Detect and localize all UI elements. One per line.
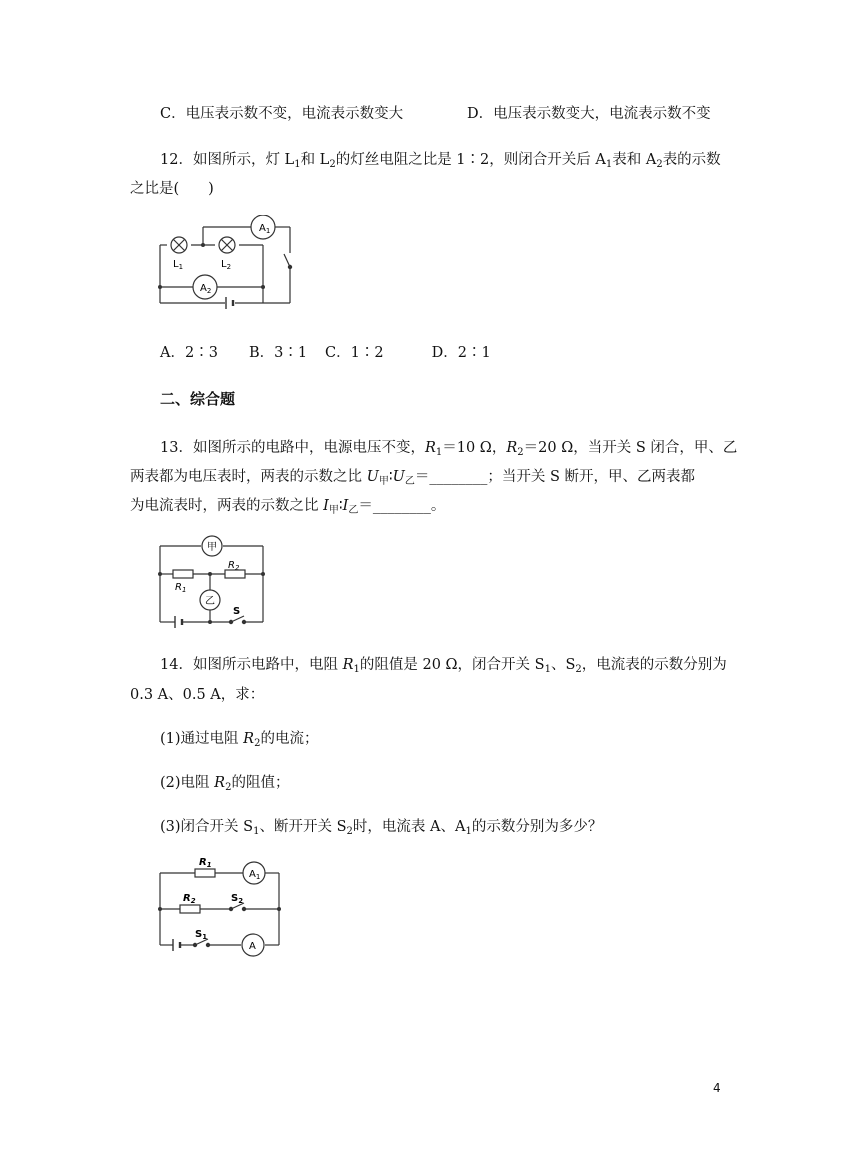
battery-icon (175, 616, 182, 628)
svg-text:R2: $R_2$ (183, 893, 196, 905)
page-number: 4 (713, 1081, 721, 1095)
switch-icon (284, 254, 292, 269)
svg-text:A: A (249, 941, 256, 952)
svg-text:R1: $R_1$ (175, 582, 187, 594)
svg-text:乙: 乙 (205, 596, 215, 607)
q14-part2: (2)电阻 $R_2$的阻值； (160, 775, 290, 793)
q13-stem-line3: 为电流表时，两表的示数之比 $I_甲∶I_乙=\_\_\_\_\_\_\_\_$。 (130, 498, 446, 516)
resistor-r1-icon (195, 857, 215, 877)
q13-stem-line2: 两表都为电压表时，两表的示数之比 $U_甲∶U_乙=\_\_\_\_\_\_\_\_$；当开关 S 断开，甲、乙两表都 (130, 469, 696, 487)
ammeter-a2-icon (193, 275, 217, 299)
q14-part3: (3)闭合开关 $S_1$、断开开关 $S_2$时，电流表 A、$A_1$的示数分别为多少？ (160, 819, 603, 837)
ammeter-a1-icon (251, 215, 275, 239)
svg-text:S1: $S_1$ (195, 929, 208, 941)
q12-circuit-diagram (155, 215, 300, 320)
q14-circuit-diagram (155, 853, 285, 958)
svg-text:L2: $L_2$ (221, 259, 232, 271)
svg-text:S: S (233, 606, 241, 617)
section-heading: 二、综合题 (160, 390, 236, 408)
lamp-l2-icon (219, 237, 235, 253)
lamp-l1-icon (171, 237, 187, 253)
resistor-r2-icon (225, 560, 245, 578)
q14-part1: (1)通过电阻 $R_2$的电流； (160, 731, 319, 749)
svg-text:A1: $A_1$ (249, 869, 261, 881)
q12-stem-line1: 12．如图所示，灯 $L_1$和 $L_2$的灯丝电阻之比是 1∶2，则闭合开关后 $A_1$表和 $A_2$表的示数 (160, 152, 721, 170)
switch-s-icon (229, 616, 245, 624)
a1-label: A (259, 223, 266, 234)
svg-text:甲: 甲 (207, 542, 217, 553)
svg-text:L1: $L_1$ (173, 259, 184, 271)
battery-icon (226, 297, 233, 309)
q11-option-d: D．电压表示数变大，电流表示数不变 (467, 106, 711, 122)
ammeter-a1-icon (243, 862, 265, 884)
q11-option-c: C．电压表示数不变，电流表示数变大 (160, 106, 404, 122)
q13-stem-line1: 13．如图所示的电路中，电源电压不变，$R_1=10$ Ω，$R_2=20$ Ω，当开关 S 闭合，甲、乙 (160, 440, 738, 458)
q13-circuit-diagram (155, 534, 270, 630)
q12-stem-line2: 之比是( ) (130, 181, 214, 197)
q14-stem-line1: 14．如图所示电路中，电阻 $R_1$的阻值是 20 Ω，闭合开关 $S_1$、$S_2$，电流表的示数分别为 (160, 657, 727, 675)
svg-text:A1: $A_1$ (259, 223, 271, 235)
ammeter-a-icon (242, 934, 264, 956)
battery-icon (173, 939, 180, 951)
q12-options: A．2∶3 B．3∶1 C．1∶2 D．2∶1 (160, 345, 491, 361)
resistor-r2-icon (180, 893, 200, 913)
q14-stem-line2: 0.3 A、0.5 A，求： (130, 687, 265, 703)
svg-text:A2: $A_2$ (200, 283, 212, 295)
svg-text:R1: $R_1$ (199, 857, 212, 869)
meter-jia-icon (202, 536, 222, 556)
svg-text:S2: $S_2$ (231, 893, 244, 905)
resistor-r1-icon (173, 570, 193, 594)
meter-yi-icon (200, 590, 220, 610)
svg-text:R2: $R_2$ (228, 560, 240, 572)
